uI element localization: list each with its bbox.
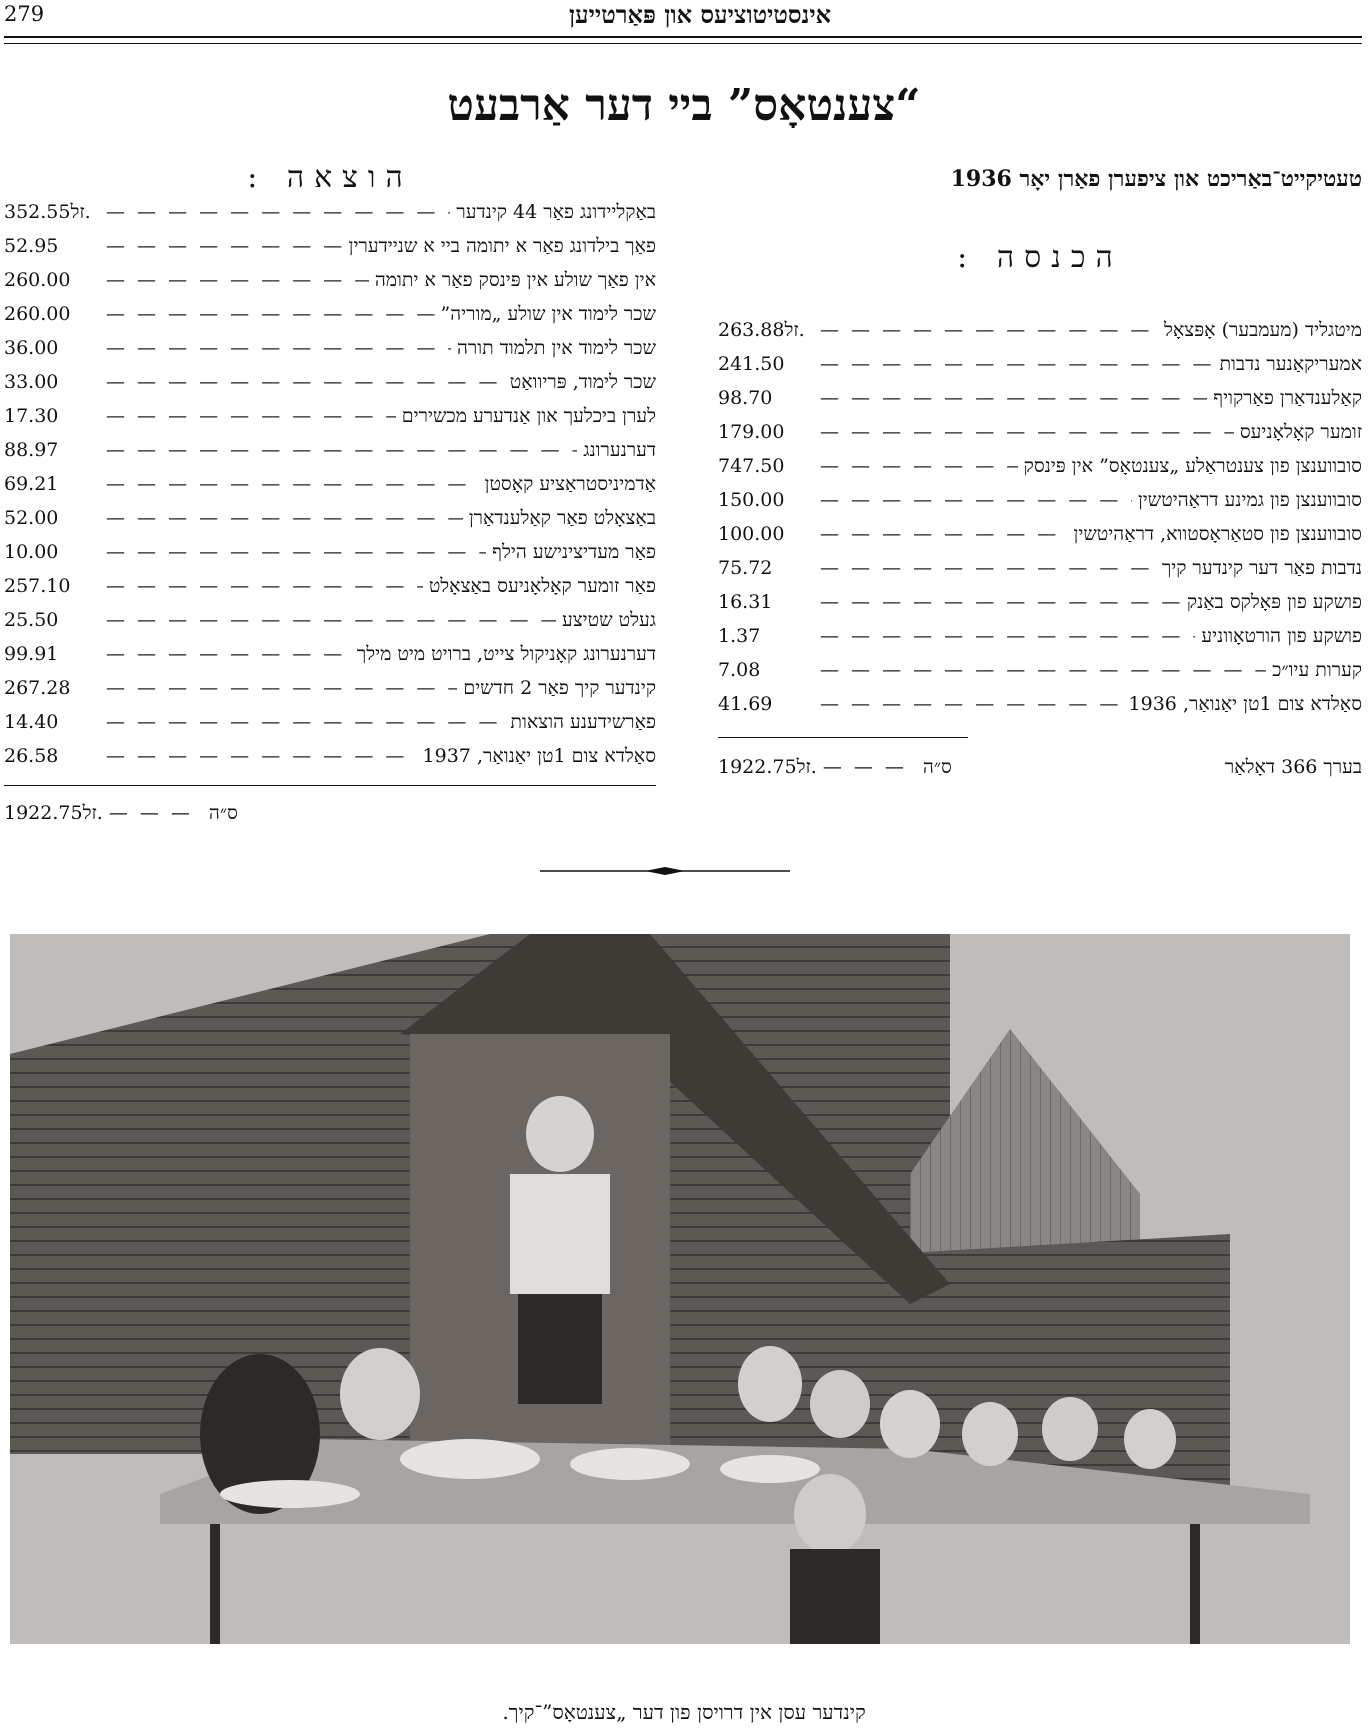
ledger-row [4,575,656,609]
page-header [0,0,1368,36]
dash-leader [820,659,1266,681]
dash-leader [820,421,1234,443]
expense-total-leader: — — — [108,802,193,824]
ledger-label: סובווענצן פון גמינע דראַהיטשין [1137,489,1362,511]
ledger-label: געלט שטיצע [561,609,656,631]
ledger-amount: 99.91 [4,643,59,665]
income-sum-rule [718,737,968,738]
ledger-row [4,337,656,371]
ledger-amount: 69.21 [4,473,59,495]
ledger-label: סאַלדא צום 1טן יאַנואַר, 1937 [422,745,656,767]
ledger-label: פאַר מעדיציניש‏ע הילף [492,541,656,563]
ledger-label: אין פאַך שולע אין פּינסק פאַר א יתומה [374,269,656,291]
expense-heading: הוצאה : [247,160,413,195]
dash-leader [820,489,1132,511]
ledger-row [4,711,656,745]
dash-leader [820,387,1207,409]
ledger-row [718,353,1362,387]
dash-leader [820,591,1181,613]
dash-leader [106,439,577,461]
ledger-amount: 52.00 [4,507,59,529]
header-rule [4,36,1362,44]
ledger-label: סאַלדא צום 1טן יאַנואַר, 1936 [1128,693,1362,715]
ledger-label: סובווענצן פון צענטראַלע „צענטאָס” אין פּינסק [1023,455,1362,477]
dash-leader [106,337,451,359]
ledger-amount: 352.55זל. [4,201,91,223]
ledger-amount: 747.50 [718,455,785,477]
income-total-amount: 1922.75זל. [718,756,817,778]
ledger-label: שכר לימוד אין שולע „מוריה” [440,303,656,325]
ledger-row [4,269,656,303]
ledger-label: שכר לימוד, פּריוואַט [509,371,656,393]
ledger-label: אַדמיניסטראַציע קאָסטן [484,473,656,495]
ledger-row [4,405,656,439]
dash-leader [106,405,396,427]
ledger-label: קינדער קיך פאַר 2 חדשים [463,677,656,699]
ledger-amount: 25.50 [4,609,59,631]
ledger-row [718,387,1362,421]
ledger-row [718,421,1362,455]
ledger-amount: 26.58 [4,745,59,767]
ledger-amount: 150.00 [718,489,785,511]
ledger-label: באַצאָלט פאַר קאַלענדאַרן [468,507,656,529]
section-divider [540,866,790,876]
running-title: אינסטיטוציעס און פּאַרטייען [568,0,832,29]
ledger-row [718,455,1362,489]
ledger-label: דערנערונג [583,439,656,461]
photo-caption: קינדער עסן אין דרויסן פון דער „צענטאָס”־קיך. [502,1700,866,1724]
dash-leader [106,711,504,733]
expense-total-sum-label: ס״ה [208,802,238,824]
income-column [718,166,1362,779]
ledger-row [4,473,656,507]
ledger-row [4,201,656,235]
ledger-label: פאַר זומער קאָלאָניעס באַצאָלט [428,575,656,597]
ledger-amount: 16.31 [718,591,773,613]
ledger-row [4,541,656,575]
expense-list [4,201,656,779]
income-list [718,319,1362,727]
ledger-label: קאַלענדאַרן פאַרקויף [1213,387,1362,409]
ledger-amount: 179.00 [718,421,785,443]
ledger-row [4,609,656,643]
ledger-label: זומער קאָלאָניעס [1239,421,1362,443]
expense-sum-rule [4,785,656,786]
dash-leader [820,693,1123,715]
dash-leader [106,643,351,665]
dash-leader [106,609,556,631]
ledger-amount: 17.30 [4,405,59,427]
ledger-row [4,677,656,711]
dash-leader [106,371,504,393]
ledger-amount: 10.00 [4,541,59,563]
ledger-row [718,523,1362,557]
dash-leader [106,269,369,291]
ledger-label: פאַרשידענע הוצאות [510,711,656,733]
ledger-amount: 263.88זל. [718,319,805,341]
ledger-row [4,643,656,677]
income-heading: הכנסה : [957,240,1123,275]
ledger-amount: 1.37 [718,625,761,647]
expense-total-row [4,802,656,825]
ledger-row [718,319,1362,353]
ledger-row [718,557,1362,591]
ledger-row [4,507,656,541]
ledger-row [4,439,656,473]
ledger-label: לערן ביכלעך און אַנדערע מכשירים [401,405,656,427]
ledger-row [718,625,1362,659]
dash-leader [820,353,1213,375]
dash-leader [820,557,1156,579]
dash-leader [106,507,463,529]
page-number: 279 [4,2,45,26]
ledger-amount: 100.00 [718,523,785,545]
ledger-label: קערות עיו״כ [1272,659,1362,681]
ledger-label: מיטגליד (מעמבער) אָפּצאָל [1163,319,1362,341]
ledger-row [718,693,1362,727]
ledger-row [4,235,656,269]
ledger-row [4,303,656,337]
ledger-amount: 7.08 [718,659,761,681]
ledger-amount: 257.10 [4,575,71,597]
ledger-row [718,489,1362,523]
dash-leader [820,625,1195,647]
statement-heading: טעטיקייט־באַריכט און ציפערן פאַרן יאָר 1936 [950,166,1362,192]
dash-leader [106,235,343,257]
ledger-amount: 14.40 [4,711,59,733]
income-total-label: בערך 366 דאָלאַר [1224,756,1362,778]
dash-leader [820,455,1018,477]
dash-leader [106,201,450,223]
income-total-row [718,756,1362,779]
expense-column [4,160,656,825]
ledger-row [718,659,1362,693]
ledger-amount: 88.97 [4,439,59,461]
ledger-amount: 241.50 [718,353,785,375]
ledger-amount: 52.95 [4,235,59,257]
ledger-amount: 260.00 [4,303,71,325]
ledger-label: באַקליידונג פאַר 44 קינדער [456,201,656,223]
dash-leader [106,473,479,495]
dash-leader [106,677,457,699]
ledger-label: נדבות פאַר דער קינדער קיך [1161,557,1362,579]
ledger-amount: 41.69 [718,693,773,715]
ledger-row [4,371,656,405]
income-total-leader: — — — [822,756,907,778]
ledger-amount: 75.72 [718,557,773,579]
dash-leader [820,319,1158,341]
ledger-amount: 267.28 [4,677,71,699]
ledger-label: פאַך בילדונג פאַר א יתומה ביי א שניידערין [348,235,656,257]
ledger-row [718,591,1362,625]
article-title: “צענטאָס” ביי דער אַרבעט [447,80,921,131]
ledger-amount: 36.00 [4,337,59,359]
ledger-label: שכר לימוד אין תלמוד תורה [456,337,656,359]
expense-total-amount: 1922.75זל. [4,802,103,824]
historical-photograph [10,934,1350,1644]
ledger-amount: 33.00 [4,371,59,393]
dash-leader [106,541,486,563]
income-total-sum-label: ס״ה [922,756,952,778]
ledger-label: פושקע פון פּאָלקס באַנק [1186,591,1362,613]
ledger-label: פושקע פון הורטאָווניע [1201,625,1362,647]
ledger-amount: 98.70 [718,387,773,409]
dash-leader [106,575,423,597]
ledger-label: סובווענצן פון סטאַראָסטווא, דראַהיטשין [1073,523,1362,545]
dash-leader [106,745,417,767]
ledger-row [4,745,656,779]
dash-leader [106,303,435,325]
ledger-amount: 260.00 [4,269,71,291]
dash-leader [820,523,1068,545]
ledger-label: דערנערונג קאָניקול צייט, ברויט מיט מילך [356,643,656,665]
ledger-label: אמעריקאַנער נדבות [1219,353,1362,375]
